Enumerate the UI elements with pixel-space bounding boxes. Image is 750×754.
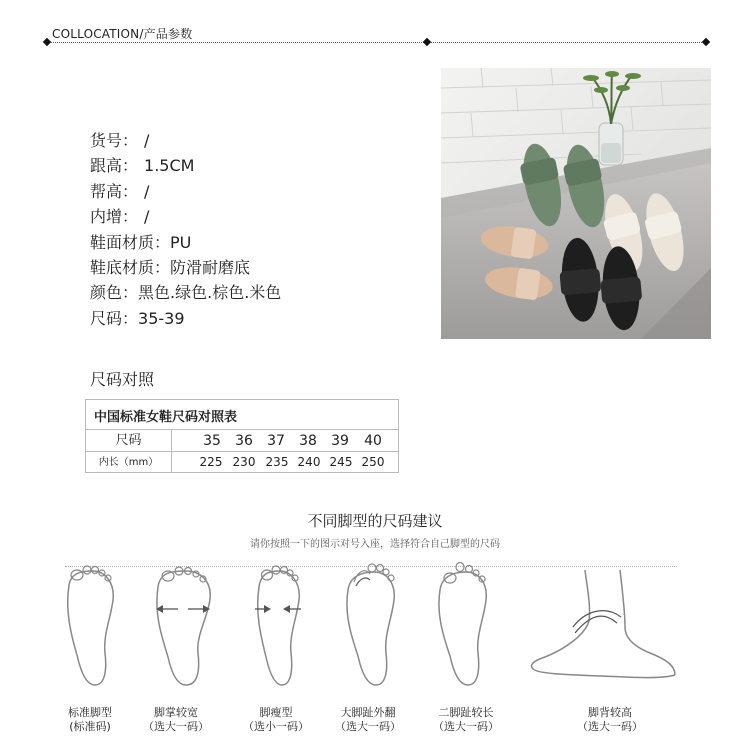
spec-label: 货号：: [90, 131, 139, 150]
length-cell: 230: [232, 455, 256, 469]
foot-type-name: 脚瘦型: [259, 706, 293, 719]
foot-type-name: 脚掌较宽: [154, 706, 198, 719]
product-photo: [441, 68, 711, 339]
foot-type-advice: (标准码): [69, 720, 111, 733]
product-specs: [90, 128, 281, 331]
bunion-foot-icon: [336, 560, 406, 690]
header-divider: [48, 42, 708, 43]
divider-diamond-icon: [423, 38, 431, 46]
spec-row-inner-lift: [90, 204, 281, 229]
high-instep-foot-icon: [525, 565, 690, 690]
foot-type-label: [126, 706, 226, 734]
foot-type-advice: （选大一码）: [577, 720, 643, 733]
length-cell: 250: [361, 455, 385, 469]
size-cell: 38: [299, 433, 317, 449]
length-row-label: 内长（mm）: [86, 452, 172, 473]
spec-row-sizes: [90, 306, 281, 331]
spec-value: PU: [170, 232, 192, 252]
foot-type-label: [560, 706, 660, 734]
spec-label: 内增：: [90, 207, 139, 227]
spec-value: 防滑耐磨底: [170, 258, 251, 278]
wide-foot-icon: [148, 565, 218, 690]
foot-type-name: 标准脚型: [68, 706, 112, 719]
foot-type-advice: （选小一码）: [243, 720, 309, 733]
foot-type-label: [40, 706, 140, 734]
spec-label: 帮高：: [90, 181, 139, 201]
foot-type-heading: 不同脚型的尺码建议: [307, 512, 443, 530]
spec-label: 颜色：: [90, 283, 139, 303]
size-cell: 36: [235, 433, 253, 449]
size-table: [85, 399, 399, 473]
foot-type-name: 大脚趾外翻: [340, 706, 396, 719]
standard-foot-icon: [55, 565, 125, 690]
length-cell: 235: [265, 455, 289, 469]
spec-label: 跟高：: [90, 156, 139, 176]
spec-row-colors: [90, 280, 281, 305]
spec-row-upper-material: [90, 230, 281, 255]
section-header-title: COLLOCATION/产品参数: [52, 27, 193, 41]
length-cell: 240: [297, 455, 321, 469]
foot-type-advice: （选大一码）: [335, 720, 401, 733]
spec-label: 鞋底材质：: [90, 258, 171, 278]
size-cell: 37: [267, 433, 285, 449]
size-table-title: 中国标准女鞋尺码对照表: [94, 410, 238, 425]
foot-type-advice: （选大一码）: [143, 720, 209, 733]
spec-label: 尺码：: [90, 308, 139, 328]
spec-value: /: [144, 207, 150, 227]
spec-row-sole-material: [90, 255, 281, 280]
length-cell: 245: [329, 455, 353, 469]
spec-value: 黑色.绿色.棕色.米色: [138, 283, 282, 303]
size-chart-heading: 尺码对照: [90, 370, 155, 389]
slim-foot-icon: [243, 565, 313, 690]
size-row-label: 尺码: [86, 430, 172, 451]
foot-type-label: [416, 706, 516, 734]
divider-diamond-icon: [43, 38, 51, 46]
spec-row-heel: [90, 153, 281, 178]
spec-value: /: [144, 181, 150, 201]
length-row: [86, 452, 398, 473]
size-row: [86, 430, 398, 452]
spec-row-item-no: [90, 128, 281, 153]
foot-type-advice: （选大一码）: [433, 720, 499, 733]
spec-value: 1.5CM: [144, 156, 195, 176]
foot-type-label: [226, 706, 326, 734]
size-cell: 39: [331, 433, 349, 449]
size-cell: 40: [364, 433, 382, 449]
spec-row-upper-height: [90, 179, 281, 204]
spec-label: 鞋面材质：: [90, 232, 171, 252]
divider-diamond-icon: [702, 38, 710, 46]
foot-type-subtitle: 请你按照一下的图示对号入座，选择符合自己脚型的尺码: [250, 539, 500, 550]
long-second-toe-foot-icon: [428, 560, 498, 690]
foot-type-label: [318, 706, 418, 734]
spec-value: /: [144, 131, 150, 150]
foot-type-name: 脚背较高: [588, 706, 632, 719]
size-table-header: [86, 400, 398, 430]
length-cell: 225: [199, 455, 223, 469]
spec-value: 35-39: [138, 308, 185, 328]
foot-type-name: 二脚趾较长: [438, 706, 494, 719]
size-cell: 35: [203, 433, 221, 449]
